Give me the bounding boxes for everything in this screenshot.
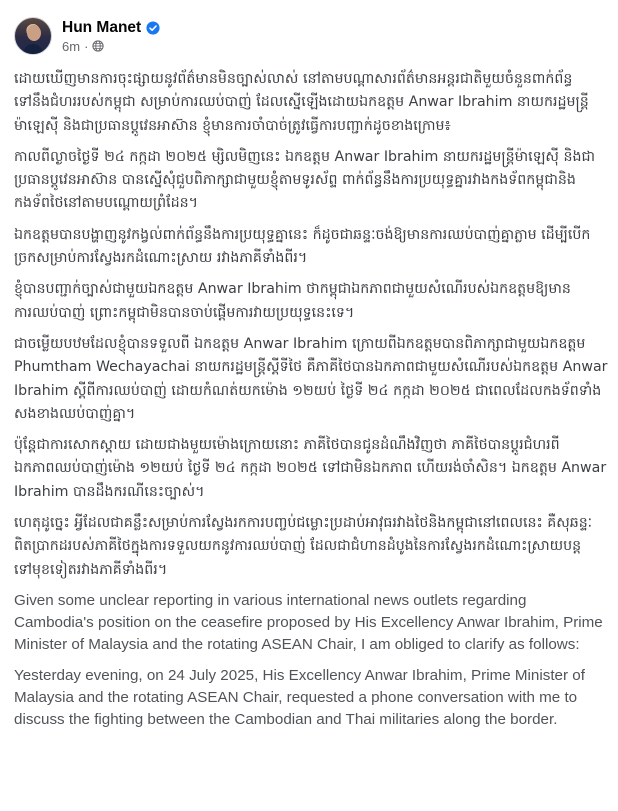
post-body [14,68,608,731]
avatar-shirt [23,44,43,55]
author-name[interactable]: Hun Manet [62,18,142,36]
post-paragraph-km: ប៉ុន្តែជាការសោកស្ដាយ ដោយជាងមួយម៉ោងក្រោយនោះ ភាគីថៃបានជូនដំណឹងវិញថា ភាគីថៃបានប្ដូរជំហរពីឯកភាពឈប់បាញ់ម៉ោង ១២យប់ ថ្ងៃទី ២៤ កក្កដា ២០២៥ ទៅជាមិនឯកភាព ហើយរង់ចាំសិន។ ឯកឧត្តម Anwar Ibrahim បានដឹងករណីនេះច្បាស់។ [14,437,607,500]
avatar-face [27,25,41,41]
post-header [14,12,608,60]
post-paragraph-km: កាលពីល្ងាចថ្ងៃទី ២៤ កក្កដា ២០២៥ ម្សិលមិញនេះ ឯកឧត្តម Anwar Ibrahim នាយករដ្ឋមន្ត្រីម៉ាឡេស៊ី និងជាប្រធានប្ដូវេនអាស៊ាន បានស្នើសុំជួបពិភាក្សាជាមួយខ្ញុំតាមទូរស័ព្ទ ពាក់ព័ន្ធនឹងការប្រយុទ្ធគ្នារវាងកងទ័ពកម្ពុជានិងកងទ័ពថៃនៅតាមបណ្ដោយព្រំដែន។ [14,148,595,212]
post-paragraph-km: ខ្ញុំបានបញ្ជាក់ច្បាស់ជាមួយឯកឧត្តម Anwar Ibrahim ថាកម្ពុជាឯកភាពជាមួយសំណើរបស់ឯកឧត្តមឱ្យមានការឈប់បាញ់ ព្រោះកម្ពុជាមិនបានចាប់ផ្តើមការវាយប្រយុទ្ធនេះទេ។ [14,281,571,321]
post-meta [62,19,160,54]
post-paragraph-en: Yesterday evening, on 24 July 2025, His Excellency Anwar Ibrahim, Prime Minister of Malaysia and the rotating ASEAN Chair, requested a phone conversation with me to discuss the fighting between the Cambodian and Thai militaries along the border. [14,667,585,728]
author-avatar[interactable] [14,17,52,55]
globe-icon[interactable] [92,40,104,52]
post-time-row [62,39,160,54]
post-paragraph-km: ហេតុដូច្នេះ អ្វីដែលជាគន្លឹះសម្រាប់ការស្វែងរកការបញ្ចប់ជម្លោះប្រដាប់អាវុធរវាងថៃនិងកម្ពុជានៅពេលនេះ គឺសុឆន្ទៈពិតប្រាកដរបស់ភាគីថៃក្នុងការទទួលយកនូវការឈប់បាញ់ ដែលជាជំហានដំបូងនៃការស្វែងរកដំណោះស្រាយបន្តទៅមុខទៀតរវាងភាគីទាំងពីរ។ [14,515,593,578]
post-paragraph-km: ជាចម្លើយបឋមដែលខ្ញុំបានទទួលពី ឯកឧត្តម Anwar Ibrahim ក្រោយពីឯកឧត្តមបានពិភាក្សាជាមួយឯកឧត្តម Phumtham Wechayachai នាយករដ្ឋមន្ត្រីស្ដីទីថៃ គឺភាគីថៃបានឯកភាពជាមួយសំណើរបស់ឯកឧត្តម Anwar Ibrahim ស្ដីពីការឈប់បាញ់ ដោយកំណត់យកម៉ោង ១២យប់ ថ្ងៃទី ២៤ កក្កដា ២០២៥ ជាពេលដែលកងទ័ពទាំងសងខាងឈប់បាញ់គ្នា។ [14,335,608,422]
post-paragraph-en: Given some unclear reporting in various international news outlets regarding Cambodia's position on the ceasefire proposed by His Excellency Anwar Ibrahim, Prime Minister of Malaysia and the rotating ASEAN Chair, I am obliged to clarify as follows: [14,591,603,653]
verified-badge-icon [146,21,160,35]
post-paragraph-km: ឯកឧត្តមបានបង្ហាញនូវកង្វល់ពាក់ព័ន្ធនឹងការប្រយុទ្ធគ្នានេះ ក៏ដូចជាឆន្ទៈចង់ឱ្យមានការឈប់បាញ់គ្នាភ្លាម ដើម្បីបើកច្រកសម្រាប់ការស្វែងរកដំណោះស្រាយ រវាងភាគីទាំងពីរ។ [14,226,591,267]
meta-separator: · [84,38,89,54]
post-paragraph-km: ដោយឃើញមានការចុះផ្សាយនូវព័ត៌មានមិនច្បាស់លាស់ នៅតាមបណ្ដាសារព័ត៌មានអន្តរជាតិមួយចំនួនពាក់ព័ន្ធទៅនឹងជំហររបស់កម្ពុជា សម្រាប់ការឈប់បាញ់ ដែលស្នើឡើងដោយឯកឧត្តម Anwar Ibrahim នាយករដ្ឋមន្ត្រីម៉ាឡេស៊ី និងជាប្រធានប្ដូវេនអាស៊ាន ខ្ញុំមានការចាំបាច់ត្រូវធ្វើការបញ្ជាក់ដូចខាងក្រោម៖ [14,71,589,134]
post-timestamp[interactable]: 6m [62,38,81,54]
author-row [62,19,160,37]
